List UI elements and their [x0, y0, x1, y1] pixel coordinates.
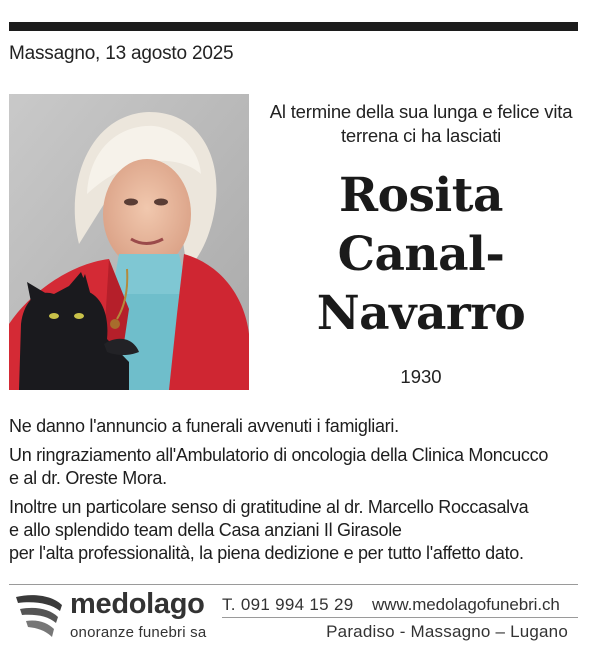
- thanks-clinic-line-1: Un ringraziamento all'Ambulatorio di oncologia della Clinica Moncucco: [9, 445, 549, 465]
- brand-tagline: onoranze funebri sa: [70, 624, 207, 641]
- deceased-name: [262, 166, 580, 343]
- announcement-line: Ne danno l'annuncio a funerali avvenuti i famigliari.: [9, 416, 399, 436]
- announcement-body: [9, 415, 589, 571]
- name-line-3: Navarro: [316, 286, 526, 341]
- thanks-care-home-line-3: per l'alta professionalità, la piena dedizione e per tutto l'affetto dato.: [9, 543, 524, 563]
- top-rule: [9, 22, 578, 31]
- thanks-care-home: [9, 496, 589, 565]
- thanks-clinic-line-2: e al dr. Oreste Mora.: [9, 468, 167, 488]
- footer-rule: [9, 584, 578, 585]
- brand-name: medolago: [70, 588, 205, 620]
- birth-year: 1930: [400, 366, 442, 387]
- intro-text: [262, 100, 580, 148]
- thanks-care-home-line-1: Inoltre un particolare senso di gratitudine al dr. Marcello Roccasalva: [9, 497, 529, 517]
- name-line-1: Rosita: [339, 168, 503, 223]
- intro-line-1: Al termine della sua lunga e felice vita: [269, 101, 573, 122]
- dateline: Massagno, 13 agosto 2025: [9, 43, 234, 64]
- thanks-clinic: [9, 444, 589, 490]
- phone-number: T. 091 994 15 29: [222, 595, 354, 614]
- portrait-photo: [9, 94, 249, 390]
- locations: Paradiso - Massagno – Lugano: [326, 622, 568, 641]
- intro-line-2: terrena ci ha lasciati: [340, 125, 502, 146]
- website-link[interactable]: www.medolagofunebri.ch: [372, 595, 560, 614]
- medolago-logo-icon: [14, 591, 64, 641]
- name-line-2: Canal-: [337, 227, 505, 282]
- contact-divider: [222, 617, 578, 618]
- thanks-care-home-line-2: e allo splendido team della Casa anziani Il Girasole: [9, 520, 402, 540]
